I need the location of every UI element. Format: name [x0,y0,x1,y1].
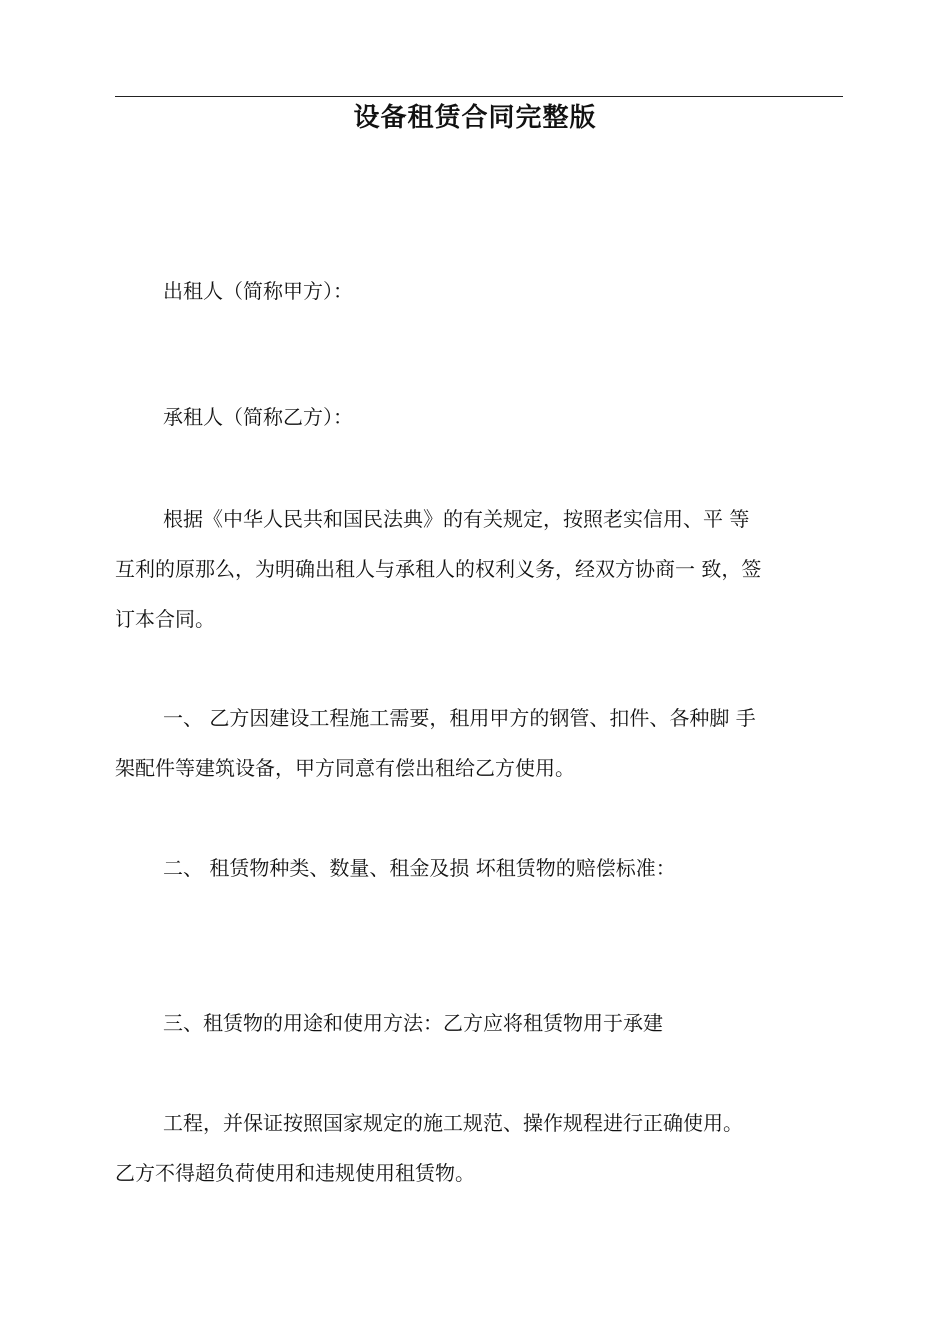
clause-2-paragraph: 二、 租赁物种类、数量、租金及损 坏租赁物的赔偿标准： [163,856,676,880]
preamble-line-1: 根据《中华人民共和国民法典》的有关规定，按照老实信用、平 等 [163,507,750,531]
preamble-line-2: 互利的原那么，为明确出租人与承租人的权利义务，经双方协商一 致，签 [115,557,762,581]
clause-1-line-1: 一、 乙方因建设工程施工需要，租用甲方的钢管、扣件、各种脚 手 [163,706,756,730]
preamble-paragraph [115,494,843,644]
header-rule [115,96,843,97]
clause-3-cont-line-1: 工程，并保证按照国家规定的施工规范、操作规程进行正确使用。 [163,1111,743,1135]
clause-3-paragraph: 三、租赁物的用途和使用方法：乙方应将租赁物用于承建 [163,1011,663,1035]
clause-3-continuation [115,1098,843,1198]
preamble-line-3: 订本合同。 [115,607,215,631]
document-title: 设备租赁合同完整版 [353,103,597,133]
lessor-line: 出租人（简称甲方）： [163,279,353,303]
lessee-line: 承租人（简称乙方）： [163,405,353,429]
clause-1-line-2: 架配件等建筑设备，甲方同意有偿出租给乙方使用。 [115,756,575,780]
clause-3-cont-line-2: 乙方不得超负荷使用和违规使用租赁物。 [115,1161,475,1185]
clause-1-paragraph [115,693,843,793]
